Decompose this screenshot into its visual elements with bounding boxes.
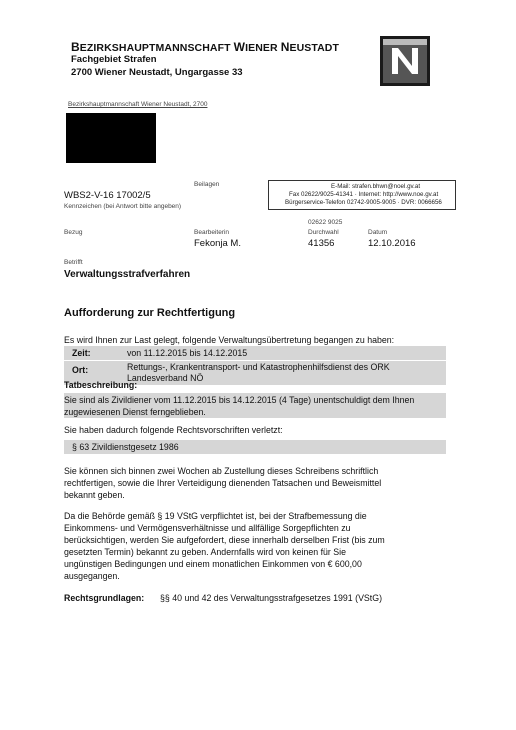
noe-logo-icon: [380, 36, 430, 86]
contact-phone: Bürgerservice-Telefon 02742-9005-9005 · DVR: 0066656: [285, 199, 442, 206]
ort-value-line1: Rettungs-, Krankentransport- und Katastrophenhilfsdienst des ORK: [127, 362, 390, 372]
contact-fax: Fax 02622/9025-41341 · Internet: http://www.noe.gv.at: [289, 191, 439, 198]
letter-heading: Aufforderung zur Rechtfertigung: [64, 307, 236, 319]
subject: Verwaltungsstrafverfahren: [64, 269, 191, 280]
zeit-label: Zeit:: [72, 348, 91, 358]
tat-line2: zugewiesenen Dienst ferngeblieben.: [64, 407, 206, 417]
tat-line1: Sie sind als Zivildiener vom 11.12.2015 bis 14.12.2015 (4 Tage) unentschuldigt dem Ihnen: [64, 395, 415, 405]
contact-box: [268, 180, 456, 210]
basis-label: Rechtsgrundlagen:: [64, 593, 145, 603]
reference-label: Kennzeichen (bei Antwort bitte angeben): [64, 203, 182, 210]
redacted-recipient: [66, 113, 156, 163]
durchwahl-label: Durchwahl: [308, 229, 339, 236]
para2-line6: ausgegangen.: [64, 571, 120, 581]
basis-value: §§ 40 und 42 des Verwaltungsstrafgesetzes 1991 (VStG): [160, 593, 383, 603]
ort-label: Ort:: [72, 365, 89, 375]
law-value: § 63 Zivildienstgesetz 1986: [72, 442, 179, 452]
authority-name: BEZIRKSHAUPTMANNSCHAFT WIENER NEUSTADT: [71, 40, 339, 54]
betrifft-label: Betrifft: [64, 259, 83, 266]
zeit-row: [64, 346, 446, 360]
para2-line1: Da die Behörde gemäß § 19 VStG verpflichtet ist, bei der Strafbemessung die: [64, 511, 367, 521]
department: Fachgebiet Strafen: [71, 54, 157, 65]
contact-email: E-Mail: strafen.bhwn@noel.gv.at: [331, 183, 421, 190]
datum-value: 12.10.2016: [368, 238, 416, 249]
para2-line5: ungünstigen Bedingungen und einem monatlichen Einkommen von € 600,00: [64, 559, 362, 569]
intro-text: Es wird Ihnen zur Last gelegt, folgende Verwaltungsübertretung begangen zu haben:: [64, 335, 395, 345]
bearbeiter-value: Fekonja M.: [194, 238, 241, 249]
para2-line2: Einkommens- und Vermögensverhältnisse und allfällige Sorgepflichten zu: [64, 523, 351, 533]
authority-address: 2700 Wiener Neustadt, Ungargasse 33: [71, 67, 243, 78]
bearbeiter-label: Bearbeiterin: [194, 229, 230, 236]
return-address: Bezirkshauptmannschaft Wiener Neustadt, 2700: [68, 101, 208, 108]
para1-line1: Sie können sich binnen zwei Wochen ab Zustellung dieses Schreibens schriftlich: [64, 466, 379, 476]
laws-intro: Sie haben dadurch folgende Rechtsvorschriften verletzt:: [64, 425, 283, 435]
reference-number: WBS2-V-16 17002/5: [64, 190, 151, 201]
zeit-value: von 11.12.2015 bis 14.12.2015: [127, 348, 248, 358]
tat-label: Tatbeschreibung:: [64, 380, 138, 390]
ort-value-line2: Landesverband NÖ: [127, 373, 204, 383]
para1-line3: bekannt geben.: [64, 490, 125, 500]
phone-prefix: 02622 9025: [308, 219, 343, 226]
datum-label: Datum: [368, 229, 388, 236]
para1-line2: rechtfertigen, sowie die Ihrer Verteidigung dienenden Tatsachen und Beweismittel: [64, 478, 382, 488]
durchwahl-value: 41356: [308, 238, 335, 249]
bezug-label: Bezug: [64, 229, 83, 236]
beilagen-label: Beilagen: [194, 181, 220, 188]
para2-line4: gesetzten Termin) bekannt zu geben. Andernfalls wird von keinen für Sie: [64, 547, 346, 557]
para2-line3: berücksichtigen, werden Sie aufgefordert, diese innerhalb derselben Frist (bis zum: [64, 535, 385, 545]
